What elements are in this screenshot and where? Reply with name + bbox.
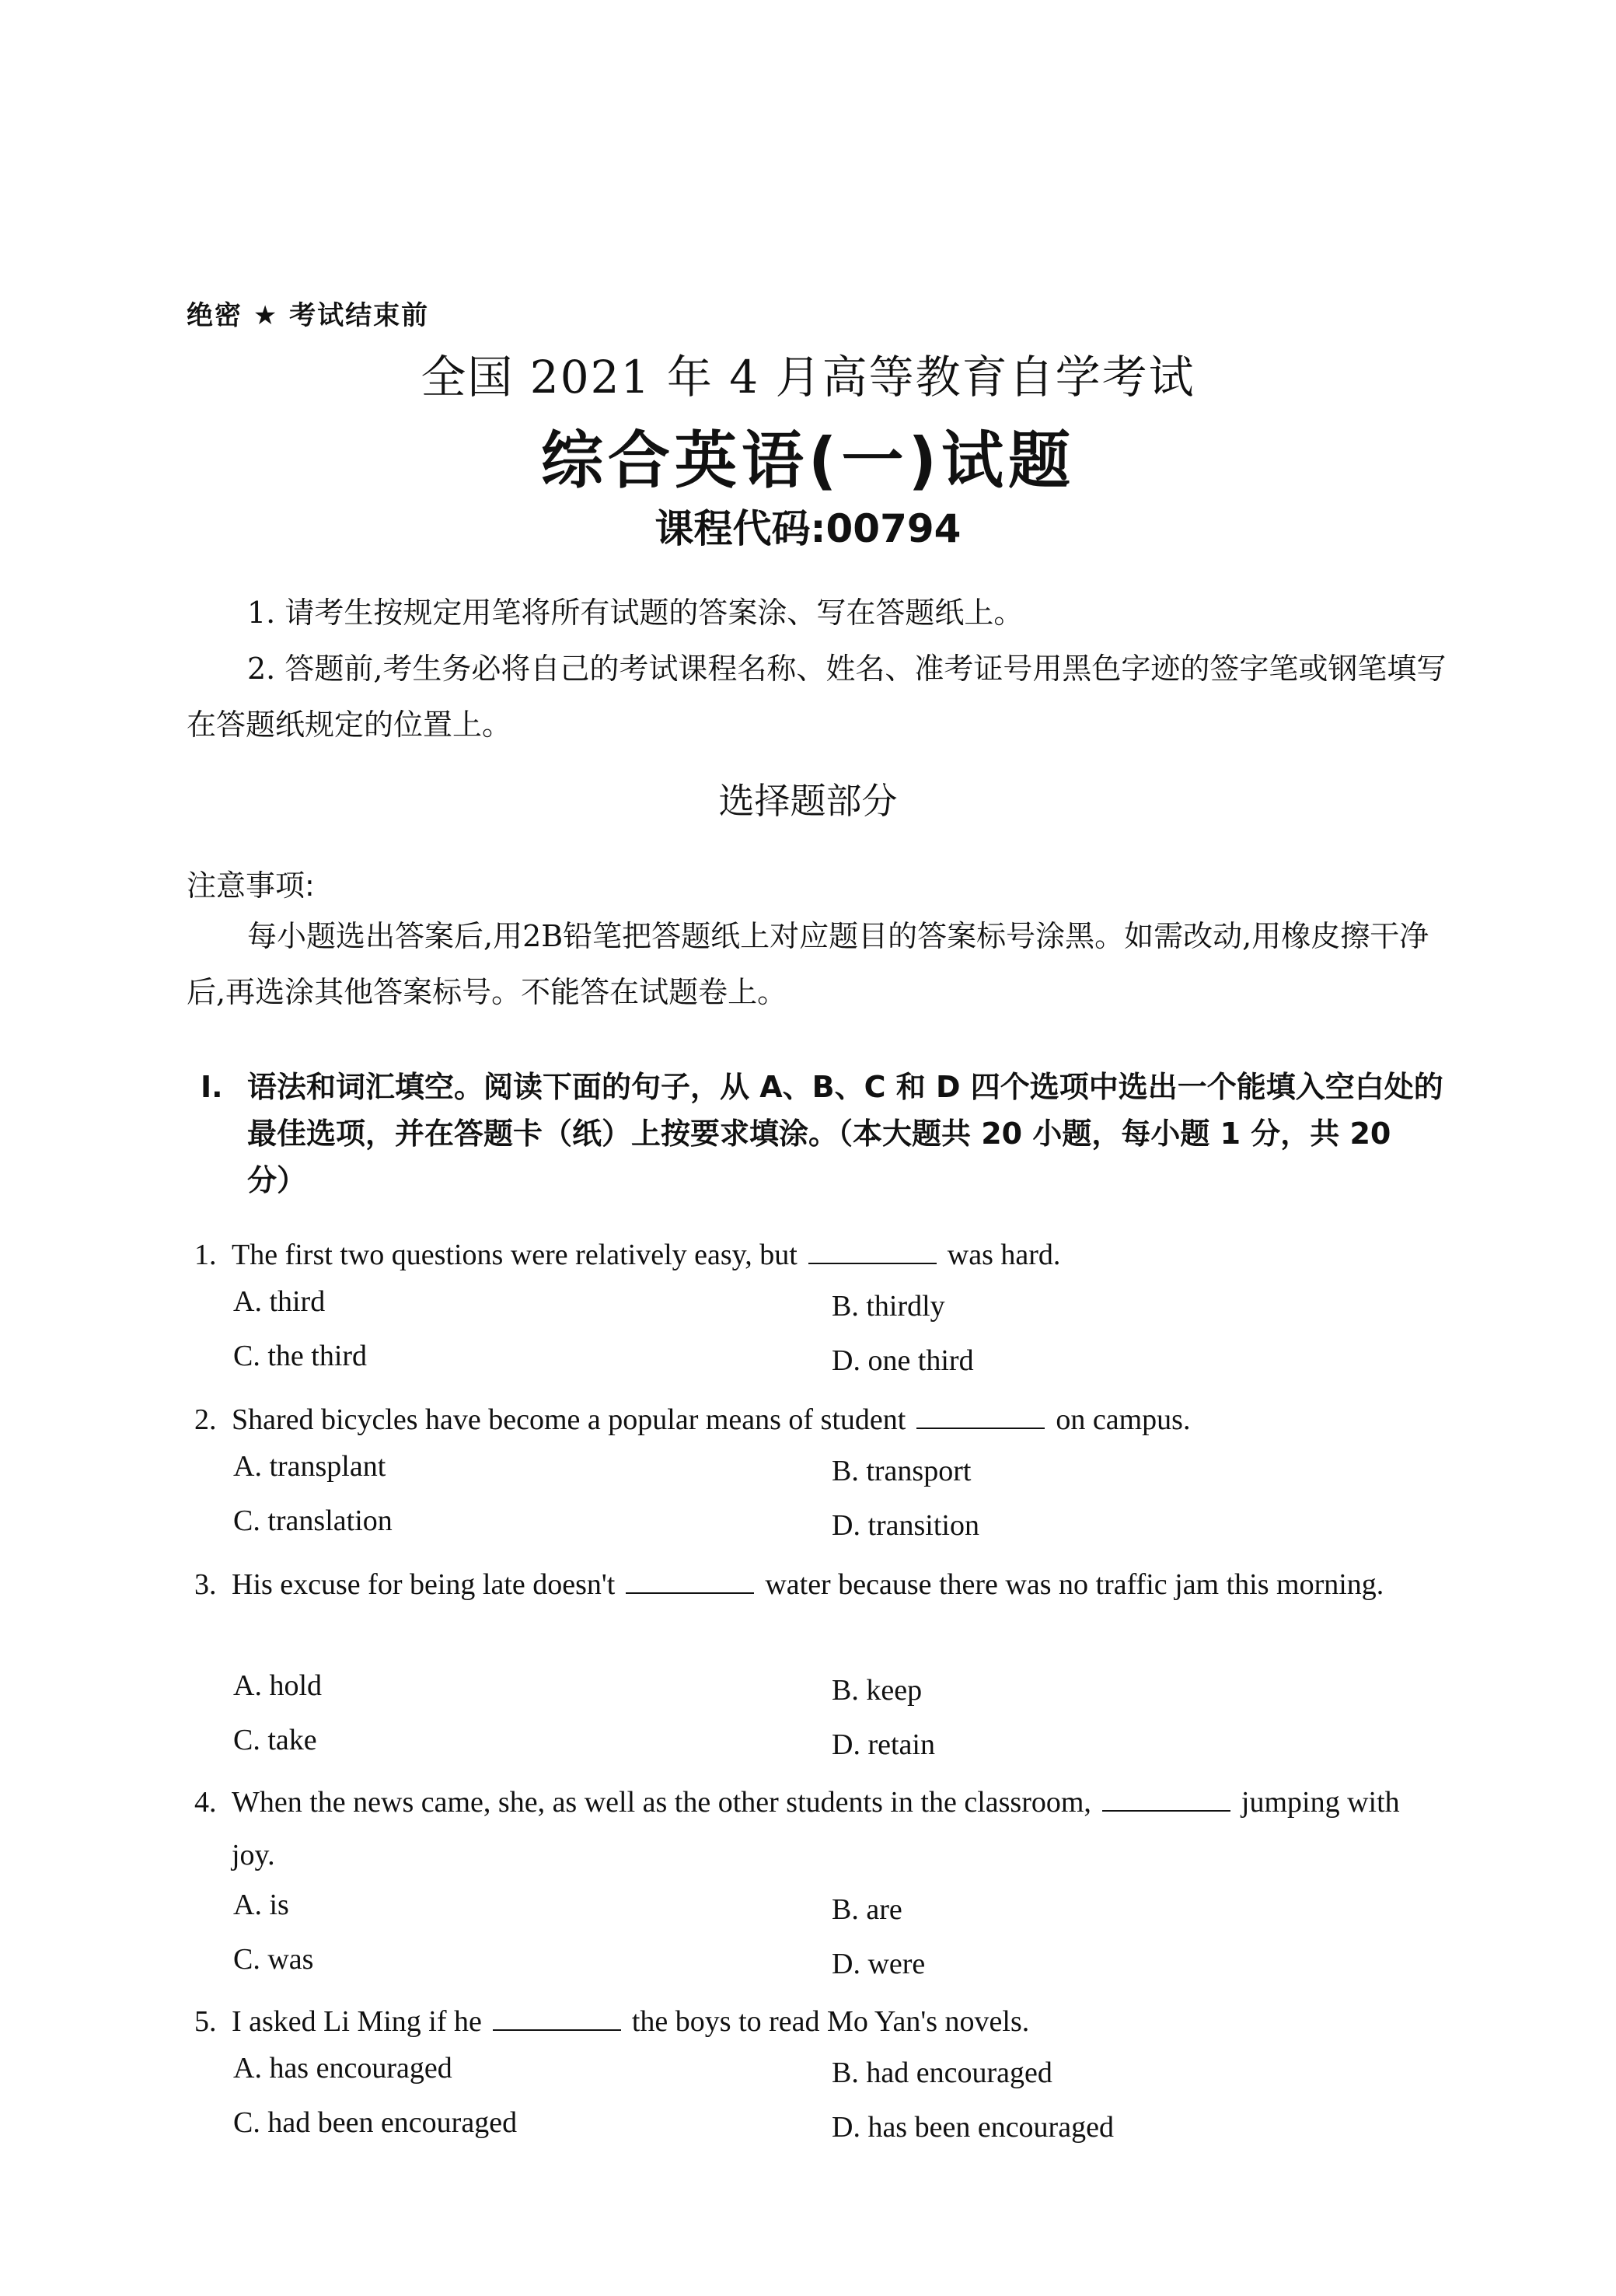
option-b: B. are bbox=[832, 1893, 902, 1926]
notes-text: 每小题选出答案后,用2B铅笔把答题纸上对应题目的答案标号涂黑。如需改动,用橡皮擦干净后,再选涂其他答案标号。不能答在试题卷上。 bbox=[187, 919, 1429, 1009]
answer-blank bbox=[808, 1239, 937, 1264]
question-stem-after: jumping with joy. bbox=[232, 1786, 1400, 1871]
confidential-mark: 绝密 ★ 考试结束前 bbox=[187, 300, 430, 331]
question-2 bbox=[194, 1393, 1407, 1446]
question-stem-before: Shared bicycles have become a popular means of student bbox=[232, 1403, 906, 1436]
section-title: 选择题部分 bbox=[718, 780, 898, 822]
option-d: D. were bbox=[832, 1948, 926, 1980]
option-c: C. was bbox=[233, 1943, 314, 1976]
question-number: 1. bbox=[194, 1239, 217, 1271]
answer-blank bbox=[916, 1404, 1045, 1429]
option-a: A. has encouraged bbox=[233, 2052, 452, 2085]
instruction-2: 2. 答题前,考生务必将自己的考试课程名称、姓名、准考证号用黑色字迹的签字笔或钢笔填写在答题纸规定的位置上。 bbox=[187, 652, 1447, 742]
part-instructions: 语法和词汇填空。阅读下面的句子，从 A、B、C 和 D 四个选项中选出一个能填入空白处的最佳选项，并在答题卡（纸）上按要求填涂。（本大题共 20 小题，每小题 1 分，共 20 分） bbox=[247, 1070, 1443, 1197]
option-b: B. keep bbox=[832, 1674, 923, 1707]
answer-blank bbox=[626, 1569, 754, 1594]
question-stem-after: the boys to read Mo Yan's novels. bbox=[631, 2005, 1030, 2038]
option-c: C. the third bbox=[233, 1340, 368, 1372]
question-3 bbox=[194, 1558, 1407, 1611]
question-stem-before: When the news came, she, as well as the other students in the classroom, bbox=[232, 1786, 1091, 1819]
course-code: 课程代码:00794 bbox=[654, 506, 962, 551]
option-b: B. transport bbox=[832, 1455, 972, 1487]
option-a: A. transplant bbox=[233, 1450, 386, 1483]
option-c: C. had been encouraged bbox=[233, 2106, 518, 2139]
question-stem-before: The first two questions were relatively easy, but bbox=[232, 1239, 798, 1271]
question-stem-before: His excuse for being late doesn't bbox=[232, 1568, 616, 1601]
question-stem-after: on campus. bbox=[1056, 1403, 1191, 1436]
notes-label: 注意事项: bbox=[187, 868, 315, 903]
part-number: I. bbox=[201, 1070, 223, 1104]
option-d: D. one third bbox=[832, 1344, 974, 1377]
question-number: 2. bbox=[194, 1403, 217, 1436]
part-heading bbox=[201, 1064, 1444, 1204]
answer-blank bbox=[493, 2006, 621, 2031]
instruction-1: 1. 请考生按规定用笔将所有试题的答案涂、写在答题纸上。 bbox=[247, 596, 1024, 630]
exam-title: 全国 2021 年 4 月高等教育自学考试 bbox=[421, 351, 1195, 404]
option-d: D. has been encouraged bbox=[832, 2111, 1114, 2144]
question-number: 4. bbox=[194, 1786, 217, 1819]
option-d: D. transition bbox=[832, 1509, 979, 1542]
question-stem-before: I asked Li Ming if he bbox=[232, 2005, 482, 2038]
option-c: C. translation bbox=[233, 1504, 393, 1537]
question-4 bbox=[194, 1776, 1407, 1882]
option-a: A. third bbox=[233, 1285, 326, 1318]
question-stem-after: was hard. bbox=[947, 1239, 1061, 1271]
question-number: 3. bbox=[194, 1568, 217, 1601]
question-number: 5. bbox=[194, 2005, 217, 2038]
subject-title: 综合英语(一)试题 bbox=[540, 425, 1076, 497]
option-b: B. had encouraged bbox=[832, 2057, 1052, 2089]
option-c: C. take bbox=[233, 1724, 317, 1756]
option-a: A. is bbox=[233, 1889, 289, 1921]
option-b: B. thirdly bbox=[832, 1290, 945, 1323]
question-stem-after: water because there was no traffic jam this morning. bbox=[765, 1568, 1384, 1601]
instructions bbox=[187, 585, 1461, 753]
option-d: D. retain bbox=[832, 1728, 935, 1761]
question-5 bbox=[194, 1995, 1407, 2048]
option-a: A. hold bbox=[233, 1669, 322, 1702]
answer-blank bbox=[1102, 1787, 1230, 1812]
question-1 bbox=[194, 1228, 1407, 1281]
